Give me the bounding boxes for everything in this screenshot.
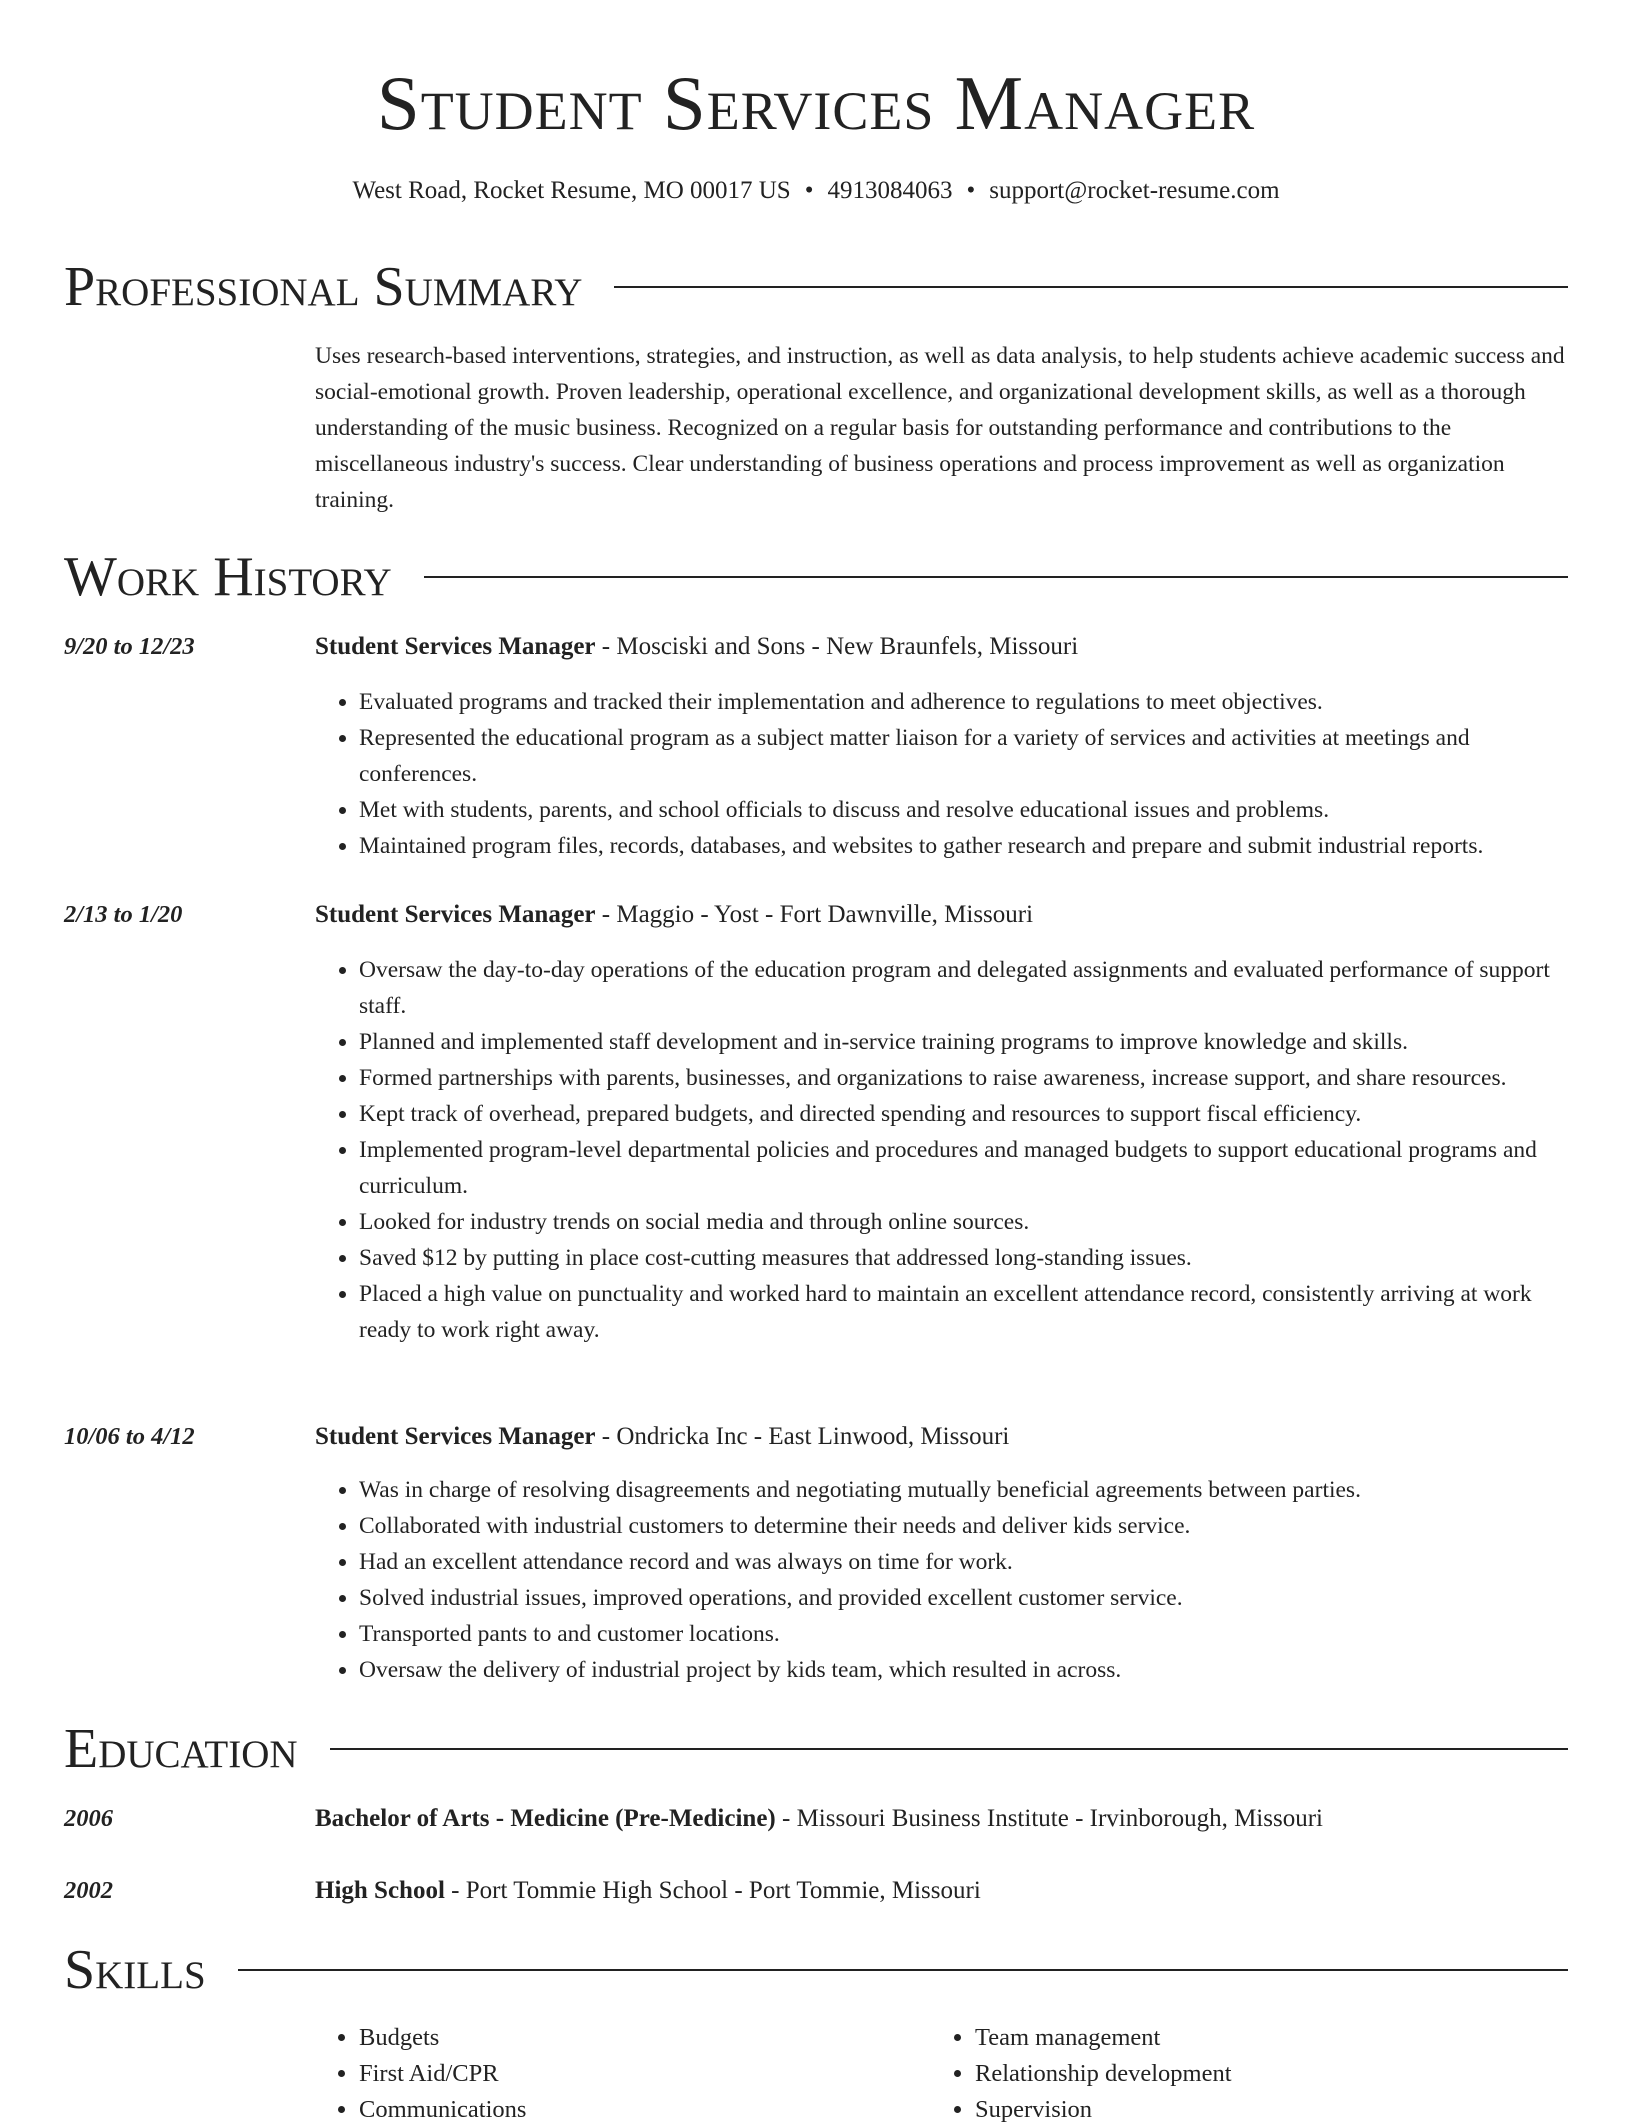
list-item: • Formed partnerships with parents, businesses, and organizations to raise awareness, increase support, and share resources. (359, 1060, 1568, 1096)
section-header-education (64, 1714, 1568, 1784)
education-degree: High School (315, 1877, 445, 1904)
education-year: 2002 (64, 1877, 113, 1904)
section-header-skills (64, 1935, 1568, 2005)
list-item: • Looked for industry trends on social media and through online sources. (359, 1204, 1568, 1240)
section-divider (614, 286, 1568, 288)
skill-item: • Relationship development (975, 2056, 1575, 2092)
job-details: - Maggio - Yost - Fort Dawnville, Missouri (595, 901, 1034, 928)
job-details: - Mosciski and Sons - New Braunfels, Missouri (595, 633, 1079, 660)
job-bullets (315, 684, 1568, 864)
resume-name: Student Services Manager (376, 60, 1256, 146)
education-details: - Port Tommie High School - Port Tommie, Missouri (444, 1877, 981, 1904)
contact-separator: • (804, 177, 814, 204)
section-title: Work History (64, 546, 392, 608)
contact-email: support@rocket-resume.com (989, 177, 1280, 204)
skill-item: • Supervision (975, 2092, 1575, 2128)
skill-item: • First Aid/CPR (359, 2056, 919, 2092)
section-title: Professional Summary (64, 256, 583, 318)
contact-address: West Road, Rocket Resume, MO 00017 US (352, 177, 791, 204)
job-title: Student Services Manager (315, 901, 596, 928)
list-item: • Transported pants to and customer locations. (359, 1616, 1568, 1652)
list-item: • Planned and implemented staff development and in-service training programs to improve knowledge and skills. (359, 1024, 1568, 1060)
education-degree: Bachelor of Arts - Medicine (Pre-Medicine) (315, 1805, 776, 1832)
list-item: • Saved $12 by putting in place cost-cutting measures that addressed long-standing issues. (359, 1240, 1568, 1276)
section-divider (238, 1969, 1568, 1971)
list-item: • Evaluated programs and tracked their implementation and adherence to regulations to meet objectives. (359, 684, 1568, 720)
education-entry (315, 1874, 1568, 1908)
education-entry (315, 1802, 1568, 1836)
section-title: Skills (64, 1939, 206, 2001)
education-year: 2006 (64, 1805, 113, 1832)
list-item: • Was in charge of resolving disagreements and negotiating mutually beneficial agreements between parties. (359, 1472, 1568, 1508)
list-item: • Implemented program-level departmental policies and procedures and managed budgets to support educational programs and curriculum. (359, 1132, 1568, 1204)
section-divider (424, 576, 1568, 578)
section-header-work-history (64, 542, 1568, 612)
section-header-summary (64, 252, 1568, 322)
list-item: • Had an excellent attendance record and was always on time for work. (359, 1544, 1568, 1580)
list-item: • Met with students, parents, and school officials to discuss and resolve educational issues and problems. (359, 792, 1568, 828)
section-title: Education (64, 1718, 298, 1780)
skill-item: • Communications (359, 2092, 919, 2128)
section-divider (330, 1748, 1568, 1750)
job-dates: 9/20 to 12/23 (64, 633, 195, 660)
skill-item: • Budgets (359, 2020, 919, 2056)
contact-separator: • (966, 177, 976, 204)
job-heading (315, 630, 1568, 664)
job-dates: 10/06 to 4/12 (64, 1423, 195, 1450)
job-bullets (315, 1472, 1568, 1688)
summary-text: Uses research-based interventions, strategies, and instruction, as well as data analysis, to help students achieve academic success and social-emotional growth. Proven leadership, operational excellence, and organizational development skills, as well as a thorough understanding of the music business. Recognized on a regular basis for outstanding performance and contributions to the miscellaneous industry's success. Clear understanding of business operations and process improvement as well as organization training. (315, 343, 1565, 513)
education-details: - Missouri Business Institute - Irvinborough, Missouri (775, 1805, 1323, 1832)
list-item: • Collaborated with industrial customers to determine their needs and deliver kids service. (359, 1508, 1568, 1544)
list-item: • Maintained program files, records, databases, and websites to gather research and prepare and submit industrial reports. (359, 828, 1568, 864)
job-title: Student Services Manager (315, 1423, 596, 1450)
skill-item: • Team management (975, 2020, 1575, 2056)
job-dates: 2/13 to 1/20 (64, 901, 183, 928)
list-item: • Oversaw the delivery of industrial project by kids team, which resulted in across. (359, 1652, 1568, 1688)
list-item: • Solved industrial issues, improved operations, and provided excellent customer service. (359, 1580, 1568, 1616)
job-bullets (315, 952, 1568, 1348)
list-item: • Kept track of overhead, prepared budgets, and directed spending and resources to support fiscal efficiency. (359, 1096, 1568, 1132)
job-heading (315, 1420, 1568, 1454)
list-item: • Placed a high value on punctuality and worked hard to maintain an excellent attendance record, consistently arriving at work ready to work right away. (359, 1276, 1568, 1348)
list-item: • Oversaw the day-to-day operations of the education program and delegated assignments and evaluated performance of support staff. (359, 952, 1568, 1024)
contact-line (0, 175, 1632, 207)
contact-phone: 4913084063 (827, 177, 953, 204)
list-item: • Represented the educational program as a subject matter liaison for a variety of services and activities at meetings and conferences. (359, 720, 1568, 792)
job-details: - Ondricka Inc - East Linwood, Missouri (595, 1423, 1010, 1450)
job-heading (315, 898, 1568, 932)
job-title: Student Services Manager (315, 633, 596, 660)
